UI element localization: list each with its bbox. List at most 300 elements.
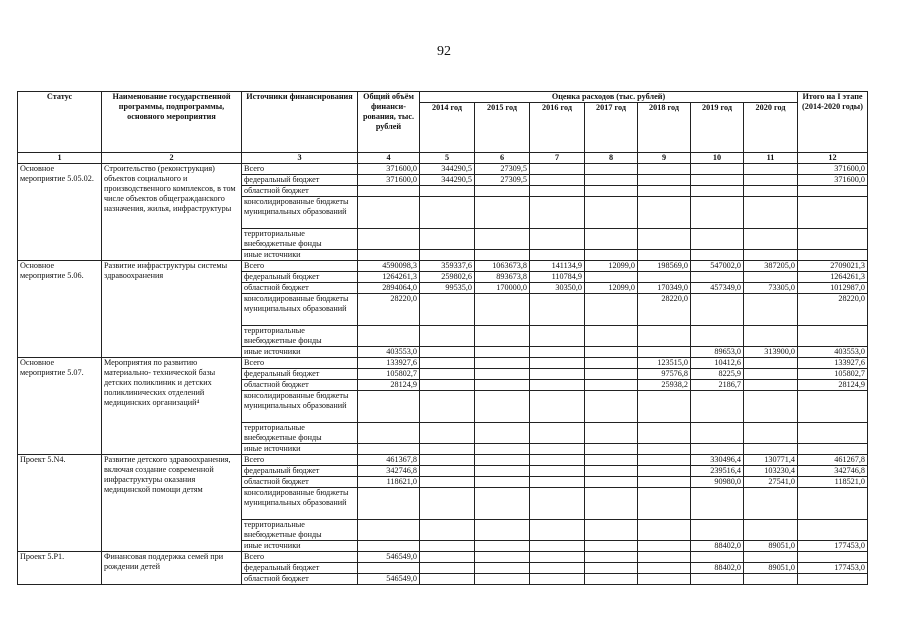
year-value: 25938,2 — [638, 380, 691, 391]
year-value — [420, 326, 475, 347]
year-value — [585, 164, 638, 175]
expenditure-table — [17, 91, 868, 585]
column-number: 1 — [18, 153, 102, 164]
table-row — [18, 358, 868, 369]
total-value: 546549,0 — [358, 574, 420, 585]
total-value — [358, 520, 420, 541]
year-value — [475, 574, 530, 585]
year-value — [638, 175, 691, 186]
funding-source: федеральный бюджет — [242, 369, 358, 380]
year-value: 28220,0 — [638, 294, 691, 326]
year-value — [420, 488, 475, 520]
funding-source: консолидированные бюджеты муниципальных образований — [242, 294, 358, 326]
total-value: 371600,0 — [358, 175, 420, 186]
total-value — [358, 250, 420, 261]
column-number: 2 — [102, 153, 242, 164]
column-number: 12 — [798, 153, 868, 164]
column-number: 5 — [420, 153, 475, 164]
year-value — [475, 423, 530, 444]
total-value — [358, 391, 420, 423]
year-value: 457349,0 — [691, 283, 744, 294]
year-value — [744, 552, 798, 563]
year-value: 88402,0 — [691, 541, 744, 552]
column-number: 11 — [744, 153, 798, 164]
year-value — [530, 563, 585, 574]
year-value: 10412,6 — [691, 358, 744, 369]
year-value — [585, 477, 638, 488]
year-value — [638, 272, 691, 283]
year-value: 893673,8 — [475, 272, 530, 283]
year-value — [691, 164, 744, 175]
total-value — [358, 488, 420, 520]
final-value — [798, 488, 868, 520]
final-value: 133927,6 — [798, 358, 868, 369]
year-value: 547002,0 — [691, 261, 744, 272]
year-value — [530, 347, 585, 358]
year-value — [691, 574, 744, 585]
row-name: Мероприятия по развитию материально- технической базы детских поликлиник и детских поликлинических отделений медицинских организаций⁴ — [102, 358, 242, 455]
header-year: 2015 год — [475, 103, 530, 153]
year-value — [585, 466, 638, 477]
final-value — [798, 444, 868, 455]
header-total: Общий объём финанси-рования, тыс. рублей — [358, 92, 420, 153]
year-value — [638, 326, 691, 347]
column-number: 6 — [475, 153, 530, 164]
year-value — [585, 347, 638, 358]
total-value: 371600,0 — [358, 164, 420, 175]
year-value — [530, 380, 585, 391]
funding-source: иные источники — [242, 541, 358, 552]
header-estimate: Оценка расходов (тыс. рублей) — [420, 92, 798, 103]
table-row — [18, 552, 868, 563]
final-value: 461267,8 — [798, 455, 868, 466]
year-value — [585, 369, 638, 380]
final-value: 371600,0 — [798, 164, 868, 175]
year-value: 123515,0 — [638, 358, 691, 369]
year-value — [638, 455, 691, 466]
year-value — [585, 358, 638, 369]
year-value: 88402,0 — [691, 563, 744, 574]
year-value: 170000,0 — [475, 283, 530, 294]
year-value — [530, 229, 585, 250]
year-value — [530, 455, 585, 466]
year-value: 387205,0 — [744, 261, 798, 272]
total-value — [358, 197, 420, 229]
year-value: 130771,4 — [744, 455, 798, 466]
year-value — [638, 347, 691, 358]
year-value: 110784,9 — [530, 272, 585, 283]
year-value: 27309,5 — [475, 175, 530, 186]
header-year: 2014 год — [420, 103, 475, 153]
funding-source: федеральный бюджет — [242, 175, 358, 186]
year-value: 1063673,8 — [475, 261, 530, 272]
year-value: 99535,0 — [420, 283, 475, 294]
year-value — [744, 272, 798, 283]
final-value: 403553,0 — [798, 347, 868, 358]
year-value — [638, 552, 691, 563]
year-value — [475, 488, 530, 520]
year-value: 239516,4 — [691, 466, 744, 477]
year-value — [638, 444, 691, 455]
year-value — [530, 423, 585, 444]
year-value — [420, 574, 475, 585]
year-value — [638, 574, 691, 585]
year-value — [420, 347, 475, 358]
final-value: 177453,0 — [798, 563, 868, 574]
final-value — [798, 197, 868, 229]
year-value — [691, 250, 744, 261]
year-value: 90980,0 — [691, 477, 744, 488]
funding-source: территориальные внебюджетные фонды — [242, 326, 358, 347]
total-value: 28124,9 — [358, 380, 420, 391]
year-value — [691, 229, 744, 250]
year-value — [530, 294, 585, 326]
year-value — [638, 563, 691, 574]
year-value — [530, 488, 585, 520]
final-value — [798, 229, 868, 250]
funding-source: территориальные внебюджетные фонды — [242, 229, 358, 250]
year-value — [530, 369, 585, 380]
year-value — [585, 455, 638, 466]
year-value: 89051,0 — [744, 563, 798, 574]
year-value — [744, 520, 798, 541]
year-value — [530, 444, 585, 455]
header-status: Статус — [18, 92, 102, 153]
funding-source: территориальные внебюджетные фонды — [242, 520, 358, 541]
final-value — [798, 391, 868, 423]
page-number: 92 — [437, 44, 451, 59]
funding-source: федеральный бюджет — [242, 272, 358, 283]
year-value — [585, 186, 638, 197]
total-value: 105802,7 — [358, 369, 420, 380]
year-value — [420, 552, 475, 563]
year-value — [420, 541, 475, 552]
year-value — [475, 391, 530, 423]
year-value — [530, 175, 585, 186]
final-value: 177453,0 — [798, 541, 868, 552]
year-value — [530, 391, 585, 423]
funding-source: федеральный бюджет — [242, 563, 358, 574]
year-value: 103230,4 — [744, 466, 798, 477]
year-value — [475, 369, 530, 380]
year-value — [475, 358, 530, 369]
year-value — [585, 175, 638, 186]
total-value: 118621,0 — [358, 477, 420, 488]
year-value — [691, 423, 744, 444]
header-year: 2017 год — [585, 103, 638, 153]
year-value — [420, 423, 475, 444]
total-value — [358, 229, 420, 250]
year-value — [585, 563, 638, 574]
year-value — [420, 186, 475, 197]
year-value: 2186,7 — [691, 380, 744, 391]
funding-source: федеральный бюджет — [242, 466, 358, 477]
row-status: Основное мероприятие 5.05.02. — [18, 164, 102, 261]
funding-source: территориальные внебюджетные фонды — [242, 423, 358, 444]
year-value — [530, 197, 585, 229]
final-value: 342746,8 — [798, 466, 868, 477]
year-value — [744, 294, 798, 326]
funding-source: Всего — [242, 164, 358, 175]
funding-source: Всего — [242, 552, 358, 563]
row-status: Проект 5.Р1. — [18, 552, 102, 585]
header-final: Итого на I этапе (2014-2020 годы) — [798, 92, 868, 153]
total-value: 2894064,0 — [358, 283, 420, 294]
table-row — [18, 455, 868, 466]
year-value — [420, 358, 475, 369]
funding-source: иные источники — [242, 250, 358, 261]
funding-source: Всего — [242, 358, 358, 369]
year-value — [420, 455, 475, 466]
table-body — [18, 164, 868, 585]
column-number: 9 — [638, 153, 691, 164]
year-value — [475, 326, 530, 347]
funding-source: консолидированные бюджеты муниципальных образований — [242, 488, 358, 520]
year-value — [530, 574, 585, 585]
year-value — [585, 197, 638, 229]
year-value — [585, 272, 638, 283]
year-value — [744, 358, 798, 369]
total-value: 403553,0 — [358, 347, 420, 358]
year-value — [585, 541, 638, 552]
year-value — [420, 466, 475, 477]
year-value — [475, 563, 530, 574]
year-value — [744, 391, 798, 423]
year-value — [691, 272, 744, 283]
total-value: 28220,0 — [358, 294, 420, 326]
funding-source: иные источники — [242, 444, 358, 455]
row-name: Строительство (реконструкция) объектов социального и производственного комплексов, в том числе объектов общегражданского назначения, жилья, инфраструктуры — [102, 164, 242, 261]
year-value — [691, 520, 744, 541]
year-value — [691, 326, 744, 347]
total-value: 1264261,3 — [358, 272, 420, 283]
row-name: Развитие детского здравоохранения, включая создание современной инфраструктуры оказания медицинской помощи детям — [102, 455, 242, 552]
total-value: 342746,8 — [358, 466, 420, 477]
year-value — [638, 423, 691, 444]
table-row — [18, 261, 868, 272]
year-value: 89653,0 — [691, 347, 744, 358]
year-value — [530, 186, 585, 197]
final-value: 118521,0 — [798, 477, 868, 488]
funding-source: консолидированные бюджеты муниципальных образований — [242, 391, 358, 423]
year-value — [420, 250, 475, 261]
year-value — [691, 197, 744, 229]
column-number: 7 — [530, 153, 585, 164]
funding-source: областной бюджет — [242, 186, 358, 197]
year-value — [744, 326, 798, 347]
table-row — [18, 164, 868, 175]
year-value — [744, 186, 798, 197]
final-value: 105802,7 — [798, 369, 868, 380]
year-value — [530, 520, 585, 541]
column-number: 3 — [242, 153, 358, 164]
funding-source: Всего — [242, 261, 358, 272]
year-value: 141134,9 — [530, 261, 585, 272]
year-value: 89051,0 — [744, 541, 798, 552]
header-sources: Источники финансирования — [242, 92, 358, 153]
row-status: Основное мероприятие 5.07. — [18, 358, 102, 455]
year-value — [530, 164, 585, 175]
year-value: 12099,0 — [585, 261, 638, 272]
row-status: Проект 5.N4. — [18, 455, 102, 552]
year-value: 97576,8 — [638, 369, 691, 380]
year-value — [638, 466, 691, 477]
year-value — [585, 574, 638, 585]
year-value — [638, 391, 691, 423]
year-value — [638, 488, 691, 520]
final-value — [798, 326, 868, 347]
funding-source: областной бюджет — [242, 477, 358, 488]
row-name: Развитие инфраструктуры системы здравоохранения — [102, 261, 242, 358]
year-value — [744, 250, 798, 261]
year-value — [475, 347, 530, 358]
final-value — [798, 423, 868, 444]
year-value — [744, 369, 798, 380]
year-value: 30350,0 — [530, 283, 585, 294]
total-value: 4590098,3 — [358, 261, 420, 272]
header-name: Наименование государственной программы, подпрограммы, основного мероприятия — [102, 92, 242, 153]
year-value — [475, 541, 530, 552]
funding-source: областной бюджет — [242, 574, 358, 585]
year-value: 8225,9 — [691, 369, 744, 380]
year-value — [585, 423, 638, 444]
year-value — [475, 520, 530, 541]
year-value: 198569,0 — [638, 261, 691, 272]
year-value — [691, 488, 744, 520]
year-value — [420, 520, 475, 541]
year-value — [475, 455, 530, 466]
year-value — [530, 466, 585, 477]
year-value — [638, 541, 691, 552]
final-value: 2709021,3 — [798, 261, 868, 272]
year-value — [420, 391, 475, 423]
total-value — [358, 186, 420, 197]
funding-source: иные источники — [242, 347, 358, 358]
total-value — [358, 541, 420, 552]
year-value — [530, 250, 585, 261]
year-value — [420, 294, 475, 326]
year-value: 170349,0 — [638, 283, 691, 294]
year-value — [691, 294, 744, 326]
year-value — [691, 391, 744, 423]
year-value: 330496,4 — [691, 455, 744, 466]
year-value — [744, 164, 798, 175]
funding-source: областной бюджет — [242, 283, 358, 294]
year-value — [420, 197, 475, 229]
year-value — [585, 520, 638, 541]
total-value — [358, 444, 420, 455]
year-value — [585, 444, 638, 455]
final-value: 371600,0 — [798, 175, 868, 186]
final-value: 28124,9 — [798, 380, 868, 391]
total-value: 133927,6 — [358, 358, 420, 369]
year-value — [744, 574, 798, 585]
column-number: 8 — [585, 153, 638, 164]
final-value — [798, 552, 868, 563]
year-value: 27541,0 — [744, 477, 798, 488]
final-value: 28220,0 — [798, 294, 868, 326]
year-value — [475, 552, 530, 563]
year-value — [475, 250, 530, 261]
year-value — [475, 380, 530, 391]
year-value — [691, 186, 744, 197]
year-value — [585, 380, 638, 391]
year-value — [530, 358, 585, 369]
year-value — [420, 563, 475, 574]
year-value — [420, 229, 475, 250]
year-value: 313900,0 — [744, 347, 798, 358]
year-value — [420, 380, 475, 391]
year-value — [585, 488, 638, 520]
year-value — [585, 229, 638, 250]
year-value — [530, 552, 585, 563]
year-value — [475, 197, 530, 229]
year-value — [691, 175, 744, 186]
year-value — [744, 380, 798, 391]
funding-source: консолидированные бюджеты муниципальных образований — [242, 197, 358, 229]
final-value: 1264261,3 — [798, 272, 868, 283]
column-number: 4 — [358, 153, 420, 164]
year-value — [475, 186, 530, 197]
final-value: 1012987,0 — [798, 283, 868, 294]
year-value: 359337,6 — [420, 261, 475, 272]
year-value — [744, 197, 798, 229]
final-value — [798, 574, 868, 585]
total-value: 546549,0 — [358, 552, 420, 563]
year-value — [744, 444, 798, 455]
year-value — [475, 477, 530, 488]
column-number: 10 — [691, 153, 744, 164]
year-value — [638, 186, 691, 197]
funding-source: Всего — [242, 455, 358, 466]
header-year: 2016 год — [530, 103, 585, 153]
row-status: Основное мероприятие 5.06. — [18, 261, 102, 358]
year-value — [420, 444, 475, 455]
year-value — [638, 520, 691, 541]
year-value — [475, 466, 530, 477]
year-value — [744, 175, 798, 186]
header-year: 2019 год — [691, 103, 744, 153]
year-value — [691, 444, 744, 455]
year-value — [585, 552, 638, 563]
year-value: 12099,0 — [585, 283, 638, 294]
year-value — [638, 164, 691, 175]
year-value — [585, 326, 638, 347]
year-value: 259802,6 — [420, 272, 475, 283]
year-value — [638, 229, 691, 250]
year-value — [638, 250, 691, 261]
year-value: 27309,5 — [475, 164, 530, 175]
year-value — [530, 326, 585, 347]
total-value: 461367,8 — [358, 455, 420, 466]
total-value — [358, 563, 420, 574]
header-year: 2020 год — [744, 103, 798, 153]
final-value — [798, 250, 868, 261]
year-value — [475, 444, 530, 455]
final-value — [798, 520, 868, 541]
year-value — [744, 488, 798, 520]
year-value — [691, 552, 744, 563]
year-value — [420, 369, 475, 380]
year-value — [420, 477, 475, 488]
year-value: 344290,5 — [420, 164, 475, 175]
year-value — [585, 391, 638, 423]
year-value — [530, 477, 585, 488]
year-value — [638, 197, 691, 229]
year-value: 73305,0 — [744, 283, 798, 294]
year-value — [638, 477, 691, 488]
header-year: 2018 год — [638, 103, 691, 153]
